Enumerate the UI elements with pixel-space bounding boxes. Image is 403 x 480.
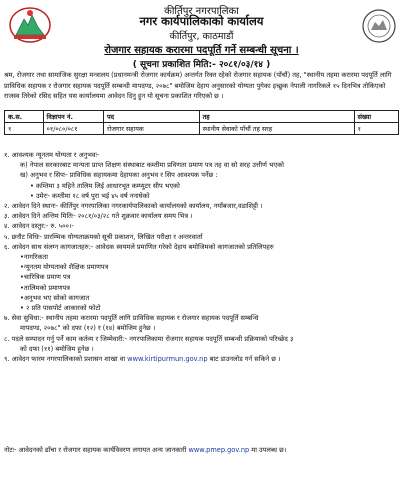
list-item: •तालिमको प्रमाणपत्र <box>20 283 70 292</box>
table-header: विज्ञापन नं. <box>43 111 103 123</box>
table-header: पद <box>103 111 199 123</box>
table-header: तह <box>199 111 354 123</box>
list-item: ७. सेवा सुविधा:- स्थानीय तहमा करारमा पदपूर्ति लागि प्राविधिक सहायक र रोजगार सहायक पदपूर्ति सम्बन्धि <box>4 314 259 323</box>
table-header-row <box>5 111 399 123</box>
list-item: •नागरिकता <box>20 253 48 262</box>
list-item: को दफा (११) बमोजिम हुनेछ । <box>20 344 94 353</box>
vacancy-table <box>4 110 399 135</box>
list-item: ३. आवेदन दिने अन्तिम मितिः- २०८१/०३/२८ गते शुक्रवार कार्यालय समय भित्र । <box>4 212 193 221</box>
list-item: •चारित्रिक प्रमाण पत्र <box>20 273 71 282</box>
note-text: नोटः- आवेदनको ढाँचा र रोजगार सहायक कार्यविवरण लगायत अन्य जानकारी <box>4 446 189 454</box>
footer-note <box>4 445 399 456</box>
list-item: •अनुभव भए सोको कागजात <box>20 293 90 302</box>
pmep-link[interactable]: www.pmep.gov.np <box>188 446 250 454</box>
list-item: ८. पदले सम्पादन गर्नु पर्ने काम कर्तव्य र जिम्मेवारी:- नगरपालिकामा रोजगार सहायक पदपूर्ति सम्बन्धी प्रक्रियाको परिच्छेद ३ <box>4 334 294 343</box>
list-item: १. आवश्यक न्यूनतम योग्यता र अनुभवः- <box>4 151 100 159</box>
list-item: ४. आवेदन दस्तुर:- रु. ५००।- <box>4 222 74 231</box>
list-item: क) नेपाल सरकारबाट मान्यता प्राप्त शिक्षण संस्थाबाट कम्तीमा प्रविणता प्रमाण पत्र तह वा सो सरह उत्तीर्ण भएको <box>20 161 284 170</box>
list-item: मापदण्ड, २०७८" को दफा (१२) र (१४) बमोजिम हुनेछ । <box>20 324 156 333</box>
list-item: ५. छनौट विधिः- प्रारम्भिक योग्यताक्रमको सूची प्रकाशन, लिखित परीक्षा र अन्तरवार्ता <box>4 232 203 241</box>
list-item: • उमेरः- कम्तीमा १८ वर्ष पुरा भई ४५ वर्ष ननाघेको <box>30 191 150 200</box>
list-item: २. आवेदन दिने स्थानः- कीर्तिपुर नगरपालिका नगरकार्यपालिकाको कार्यालयको कार्यालय, नयाँबजार,वडाशिट्टी । <box>4 202 263 211</box>
item-text: ९. आवेदन फारम नगरपालिकाको प्रशासन शाखा वा <box>4 355 128 364</box>
office-location: कीर्तिपुर, काठमाडौं <box>169 31 234 42</box>
website-link[interactable]: www.kirtipurmun.gov.np <box>127 355 208 364</box>
list-item: •न्यूनतम योग्यताको शैक्षिक प्रमाणपत्र <box>20 263 109 272</box>
municipality-name: कीर्तिपुर नगरपालिका <box>164 6 239 17</box>
table-row <box>5 123 399 135</box>
table-header: क.स. <box>5 111 44 123</box>
table-cell: १ <box>354 123 398 135</box>
requirements-list <box>4 150 399 364</box>
office-name: नगर कार्यपालिकाको कार्यालय <box>139 14 264 28</box>
publish-date: ( सूचना प्रकाशित मिति:- २०८१/०३/१४ ) <box>132 60 271 70</box>
list-item: • कम्तिमा ३ महिने तालिम लिई आधारभूत कम्प्युटर सीप भएको <box>30 181 180 190</box>
list-item <box>4 354 399 364</box>
item-text: बाट डाउनलोड गर्न सकिने छ । <box>207 355 281 364</box>
table-header: संख्या <box>354 111 398 123</box>
intro-paragraph: श्रम, रोजगार तथा सामाजिक सुरक्षा मन्त्रालय (प्रधानमन्त्री रोजगार कार्यक्रम) अन्तर्गत रिक्त रहेको रोजगार सहायक (पाँचौं) तह, "स्थानीय तहमा करारमा पदपूर्ति लागि प्राविधिक सहायक र रोजगार सहायक पदपूर्ति सम्बन्धी मापदण्ड, २०७८" बमोजिम देहाय अनुसारको योग्यता पुगेका इच्छुक नेपाली नागरिकले १५ दिनभित्र तोकिएको राजस्व तिरेको रसिद सहित यस कार्यालयमा आवेदन दिनु हुन यो सूचना प्रकाशित गरिएको छ । <box>4 71 392 100</box>
list-item: ख) अनुभव र सिपः- प्राविधिक सहायकमा देहायका अनुभव र सिप आवश्यक पर्नेछ : <box>20 171 218 180</box>
table-cell: ०१/०८०/०८१ <box>43 123 103 135</box>
list-item: • २ प्रति पासपोर्ट आकारको फोटो <box>20 304 101 313</box>
notice-title: रोजगार सहायक करारमा पदपूर्ति गर्ने सम्बन्धी सूचना । <box>104 45 299 56</box>
table-cell: रोजगार सहायक <box>103 123 199 135</box>
table-cell: स्थानीय सेवाको पाँचौं तह सरह <box>199 123 354 135</box>
table-cell: १ <box>5 123 44 135</box>
note-text: मा उपलब्ध छ। <box>249 446 287 454</box>
list-item: ६. आवेदन साथ संलग्न कागजातहरु:- आवेदक स्वयमले प्रमाणित गरेको देहाय बमोजिमको कागजातको प्रतिलिपहरु <box>4 242 274 251</box>
